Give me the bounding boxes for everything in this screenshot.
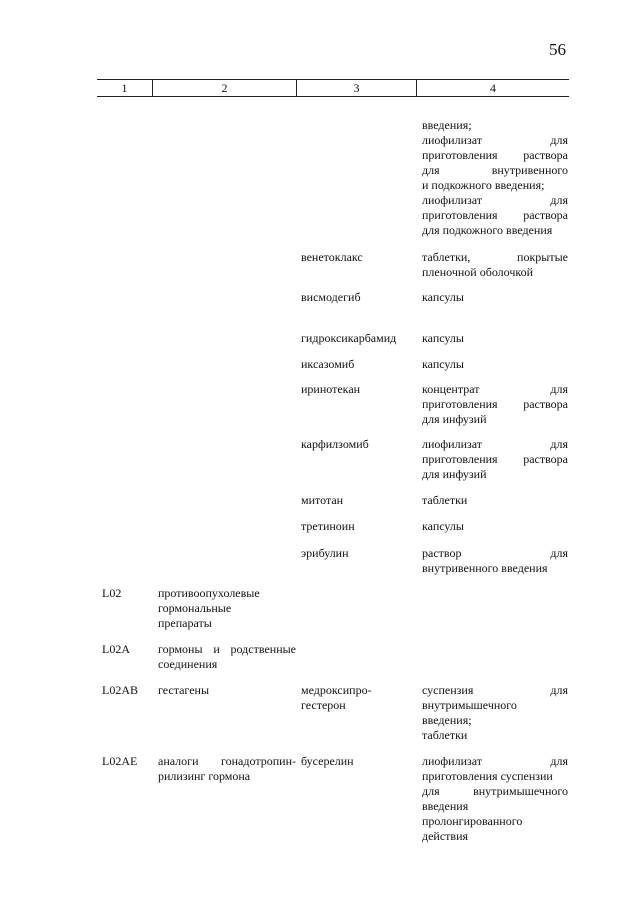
atc-code: L02A — [102, 642, 130, 656]
dosage-form-cell — [422, 290, 568, 305]
form-line: введения; — [422, 118, 472, 132]
form-line: пролонгированного — [422, 814, 523, 828]
form-line: внутривенного введения — [422, 561, 548, 575]
header-col-1: 1 — [121, 80, 128, 95]
drug-name-line: гестерон — [301, 698, 346, 712]
form-line-justified: лиофилизат для — [422, 133, 568, 147]
group-title — [158, 642, 296, 672]
form-line: введения; — [422, 713, 472, 727]
drug-name: эрибулин — [301, 546, 349, 560]
table-header-row — [97, 79, 569, 97]
form-line: для инфузий — [422, 467, 487, 481]
group-title-line: гестагены — [158, 683, 210, 697]
form-line-justified: лиофилизат для — [422, 437, 568, 451]
drug-name: третиноин — [301, 519, 355, 533]
dosage-form-cell — [422, 546, 568, 576]
drug-name: карфилзомиб — [301, 437, 369, 451]
form-line: таблетки — [422, 728, 468, 742]
group-title-line: рилизинг гормона — [158, 769, 251, 783]
group-title-line: препараты — [158, 616, 212, 630]
form-line-justified: концентрат для — [422, 382, 568, 396]
form-line: и подкожного введения; — [422, 178, 545, 192]
atc-code: L02AB — [102, 683, 138, 697]
form-line-justified: раствор для — [422, 546, 568, 560]
dosage-form-cell — [422, 331, 568, 346]
form-line: капсулы — [422, 357, 464, 371]
form-line: капсулы — [422, 290, 464, 304]
group-title — [158, 683, 296, 698]
form-line: действия — [422, 829, 469, 843]
form-line: пленочной оболочкой — [422, 265, 534, 279]
form-line-justified: приготовления раствора — [422, 452, 568, 466]
form-line-justified: таблетки, покрытые — [422, 250, 568, 264]
group-title-line-justified: гормоны и родственные — [158, 642, 296, 656]
form-line: для инфузий — [422, 412, 487, 426]
dosage-form-cell — [422, 118, 568, 238]
form-line-justified: лиофилизат для — [422, 193, 568, 207]
form-line: для подкожного введения — [422, 223, 553, 237]
atc-code: L02AE — [102, 754, 138, 768]
form-line: таблетки — [422, 493, 468, 507]
form-line-justified: лиофилизат для — [422, 754, 568, 768]
dosage-form-cell — [422, 519, 568, 534]
dosage-form-cell — [422, 437, 568, 482]
form-line: внутримышечного — [422, 698, 517, 712]
dosage-form-cell — [422, 754, 568, 844]
drug-name: иксазомиб — [301, 357, 355, 371]
dosage-form-cell — [422, 250, 568, 280]
form-line-justified: для внутримышечного — [422, 784, 568, 798]
form-line: капсулы — [422, 519, 464, 533]
page-number: 56 — [549, 40, 566, 59]
dosage-form-cell — [422, 357, 568, 372]
drug-name: висмодегиб — [301, 290, 361, 304]
form-line: введения — [422, 799, 469, 813]
group-title — [158, 754, 296, 784]
group-title-line: противоопухолевые — [158, 586, 260, 600]
dosage-form-cell — [422, 683, 568, 743]
dosage-form-cell — [422, 382, 568, 427]
form-line: приготовления суспензии — [422, 769, 553, 783]
group-title-line: гормональные — [158, 601, 232, 615]
form-line-justified: суспензия для — [422, 683, 568, 697]
drug-name: венетоклакс — [301, 250, 363, 264]
atc-code: L02 — [102, 586, 122, 600]
group-title-line-justified: аналоги гонадотропин- — [158, 754, 296, 768]
group-title-line: соединения — [158, 657, 218, 671]
form-line-justified: приготовления раствора — [422, 148, 568, 162]
header-col-3: 3 — [296, 80, 416, 96]
group-title — [158, 586, 296, 631]
form-line: капсулы — [422, 331, 464, 345]
drug-name: иринотекан — [301, 382, 361, 396]
drug-name — [301, 754, 413, 769]
form-line-justified: для внутривенного — [422, 163, 568, 177]
dosage-form-cell — [422, 493, 568, 508]
header-col-2: 2 — [152, 80, 296, 96]
form-line-justified: приготовления раствора — [422, 397, 568, 411]
drug-name: гидроксикарбамид — [301, 331, 397, 345]
header-col-4: 4 — [416, 80, 569, 96]
drug-name-line: бусерелин — [301, 754, 354, 768]
drug-name-line: медроксипро- — [301, 683, 372, 697]
drug-name — [301, 683, 413, 713]
drug-name: митотан — [301, 493, 344, 507]
form-line-justified: приготовления раствора — [422, 208, 568, 222]
